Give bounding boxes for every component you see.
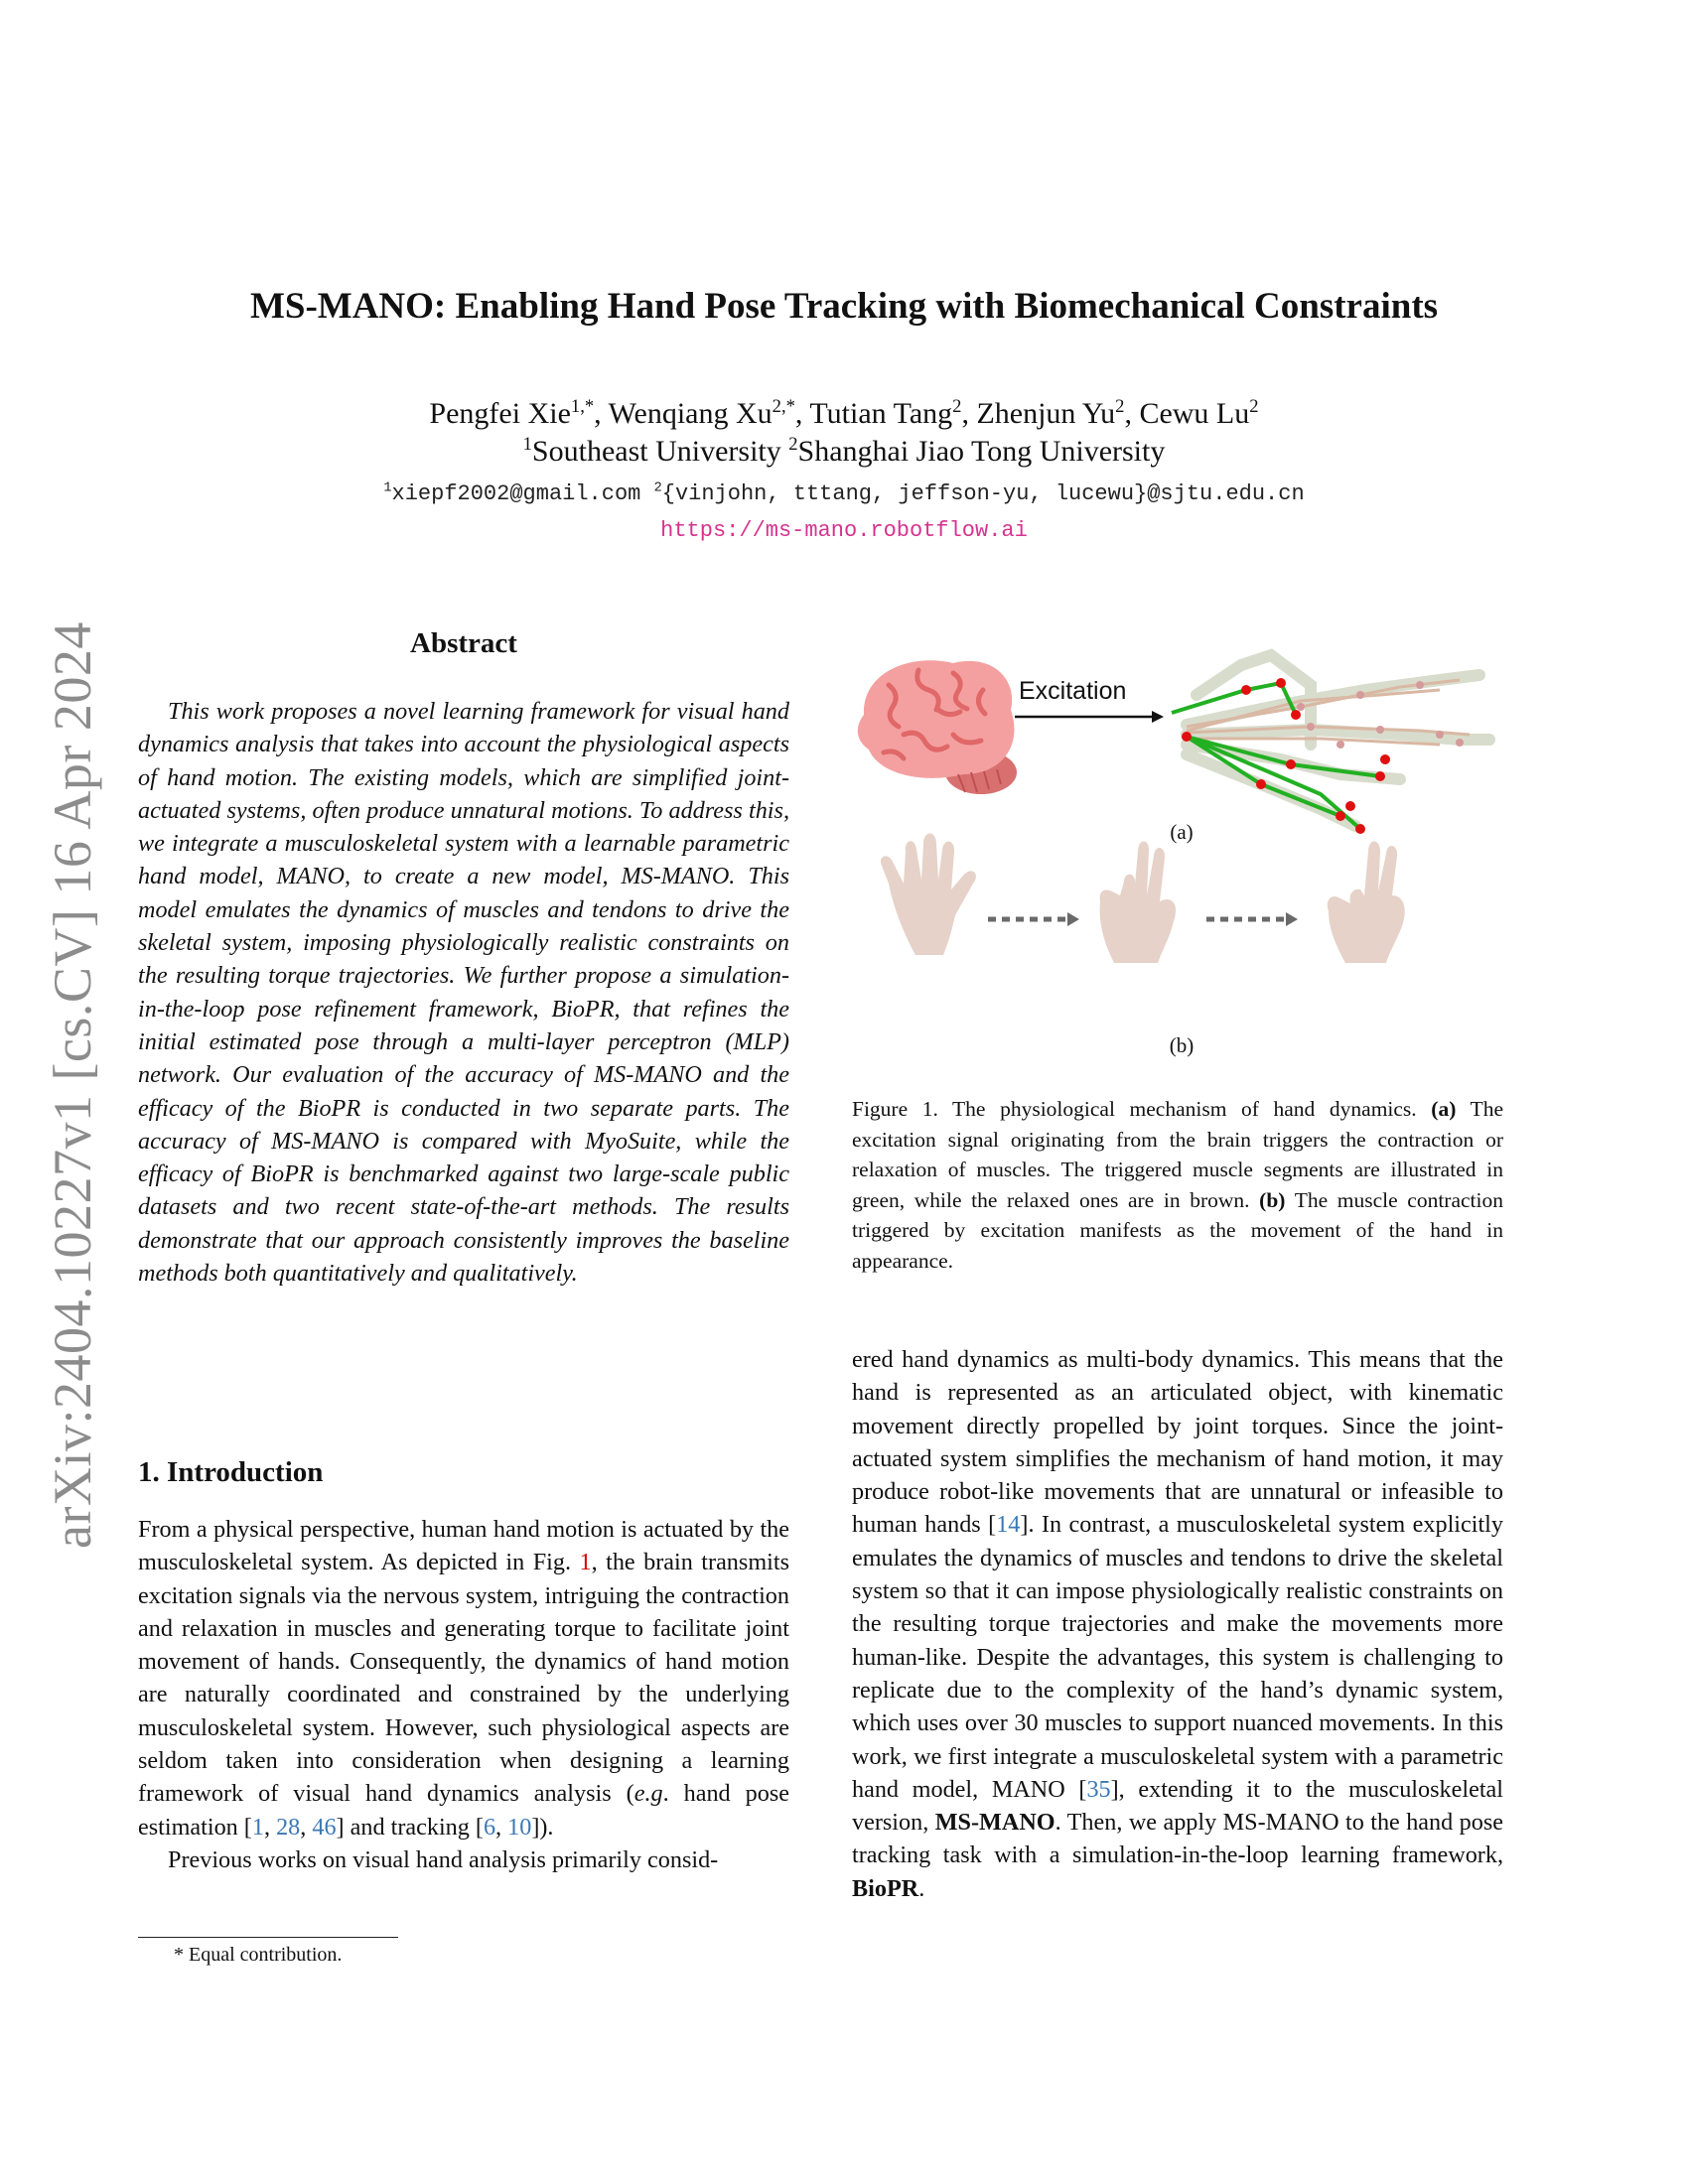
intro-paragraph-1: From a physical perspective, human hand motion is actuated by the musculoskeletal system. As depicted in Fig. 1, the brain transmits excitation signals via the nervous system, intriguing the contraction and relaxation in muscles and generating torque to facilitate joint movement of hands. Consequently, the dynamics of hand motion are naturally coordinated and constrained by the underlying musculoskeletal system. However, such physiological aspects are seldom taken into consideration when designing a learning framework of visual hand dynamics analysis (e.g. hand pose estimation [1, 28, 46] and tracking [6, 10]). [138, 1516, 789, 1841]
partially-closed-hand-illustration [1100, 842, 1176, 964]
author-sup: 2,* [772, 396, 795, 417]
brain-icon [858, 660, 1017, 794]
author-sup: 2 [1249, 396, 1259, 417]
introduction-body-continued [852, 1343, 1503, 1905]
affil-sup: 2 [788, 434, 798, 455]
citation-link[interactable]: 28 [276, 1813, 301, 1841]
section-heading-introduction: 1. Introduction [138, 1456, 324, 1488]
email-sup: 2 [653, 480, 662, 496]
author-list: Pengfei Xie$^{1,*}$, Wenqiang $Xu^{2,*}$, Tutian Tang$^2$, Zhenjun Yu$^2$, Cewu Lu$^2$ [429, 396, 1259, 430]
author-name: Pengfei Xie [429, 397, 571, 430]
footnote-equal-contribution: * Equal contribution. [174, 1944, 343, 1966]
intro-paragraph-2: Previous works on visual hand analysis primarily consid- [168, 1845, 719, 1873]
affiliations [0, 435, 1688, 469]
citation-link[interactable]: 1 [251, 1813, 264, 1841]
citation-link[interactable]: 46 [312, 1813, 337, 1841]
abstract-text: This work proposes a novel learning framework for visual hand dynamics analysis that takes into account the physiological aspects of hand motion. The existing models, which are simplified joint-actuated systems, often produce unnatural motions. To address this, we integrate a musculoskeletal system with a learnable parametric hand model, MANO, to create a new model, MS-MANO. This model emulates the dynamics of muscles and tendons to drive the skeletal system, imposing physiologically realistic constraints on the resulting torque trajectories. We further propose a simulation-in-the-loop pose refinement framework, BioPR, that refines the initial estimated pose through a multi-layer perceptron (MLP) network. Our evaluation of the accuracy of MS-MANO and the efficacy of the BioPR is conducted in two separate parts. The accuracy of MS-MANO is compared with MyoSuite, while the efficacy of BioPR is benchmarked against two large-scale public datasets and two recent state-of-the-art methods. The results demonstrate that our approach consistently improves the baseline methods both quantitatively and qualitatively. [138, 698, 789, 1288]
excitation-label: Excitation [1019, 677, 1127, 705]
dashed-arrow-icon [988, 912, 1079, 926]
citation-link[interactable]: 10 [507, 1813, 532, 1841]
subfigure-label-a: (a) [1170, 820, 1194, 844]
affiliation: Southeast University [531, 435, 781, 468]
citation-link[interactable]: 14 [996, 1511, 1021, 1539]
footnote-divider [138, 1937, 398, 1938]
citation-link[interactable]: 6 [483, 1813, 496, 1841]
citation-link[interactable]: 35 [1086, 1775, 1111, 1803]
author-name: Cewu Lu [1139, 397, 1250, 430]
peace-sign-hand-illustration [1328, 842, 1405, 964]
author-sup: 1,* [570, 396, 595, 417]
author-name: Tutian Tang [809, 397, 953, 430]
figure-ref-link[interactable]: 1 [579, 1549, 592, 1576]
affiliation: Shanghai Jiao Tong University [797, 435, 1166, 468]
open-hand-illustration [881, 834, 976, 956]
project-url-link[interactable]: https://ms-mano.robotflow.ai [660, 518, 1028, 543]
author-name: Zhenjun Yu [976, 397, 1116, 430]
intro-paragraph-2-continued: ered hand dynamics as multi-body dynamics. This means that the hand is represented as an articulated object, with kinematic movement directly propelled by joint torques. Since the joint-actuated system simplifies the mechanism of hand motion, it may produce robot-like movements that are unnatural or infeasible to human hands [14]. In contrast, a musculoskeletal system explicitly emulates the dynamics of muscles and tendons to drive the skeletal system so that it can impose physiologically realistic constraints on the resulting torque trajectories and make the movements more human-like. Despite the advantages, this system is challenging to replicate due to the complexity of the hand’s dynamic system, which uses over 30 muscles to support nuanced movements. In this work, we first integrate a musculoskeletal system with a parametric hand model, MANO [35], extending it to the musculoskeletal version, MS-MANO. Then, we apply MS-MANO to the hand pose tracking task with a simulation-in-the-loop learning framework, BioPR. [852, 1346, 1503, 1902]
author-sup: 2 [952, 396, 962, 417]
introduction-body [138, 1513, 789, 1876]
musculoskeletal-hand-illustration [1172, 655, 1489, 834]
abstract-heading: Abstract [410, 627, 517, 659]
figure-1-caption: Figure 1. The physiological mechanism of hand dynamics. (a) The excitation signal originating from the brain triggers the contraction or relaxation of muscles. The triggered muscle segments are illustrated in green, while the relaxed ones are in brown. (b) The muscle contraction triggered by excitation manifests as the movement of the hand in appearance. [852, 1097, 1503, 1273]
author-name: Wenqiang Xu [608, 397, 773, 430]
figure-1-illustration [844, 635, 1519, 1062]
author-sup: 2 [1115, 396, 1125, 417]
email[interactable]: {vinjohn, tttang, jeffson-yu, lucewu}@sjtu.edu.cn [661, 481, 1305, 506]
subfigure-label-b: (b) [1169, 1033, 1195, 1057]
author-emails [0, 481, 1688, 506]
arxiv-identifier-stamp: arXiv:2404.10227v1 [cs.CV] 16 Apr 2024 [43, 621, 102, 1549]
paper-title: MS-MANO: Enabling Hand Pose Tracking with Biomechanical Constraints [249, 286, 1439, 327]
figure-1 [844, 635, 1519, 1062]
dashed-arrow-icon [1206, 912, 1298, 926]
email-sup: 1 [383, 480, 392, 496]
excitation-arrow-icon [1015, 711, 1164, 723]
affil-sup: 1 [522, 434, 532, 455]
email[interactable]: xiepf2002@gmail.com [391, 481, 641, 506]
